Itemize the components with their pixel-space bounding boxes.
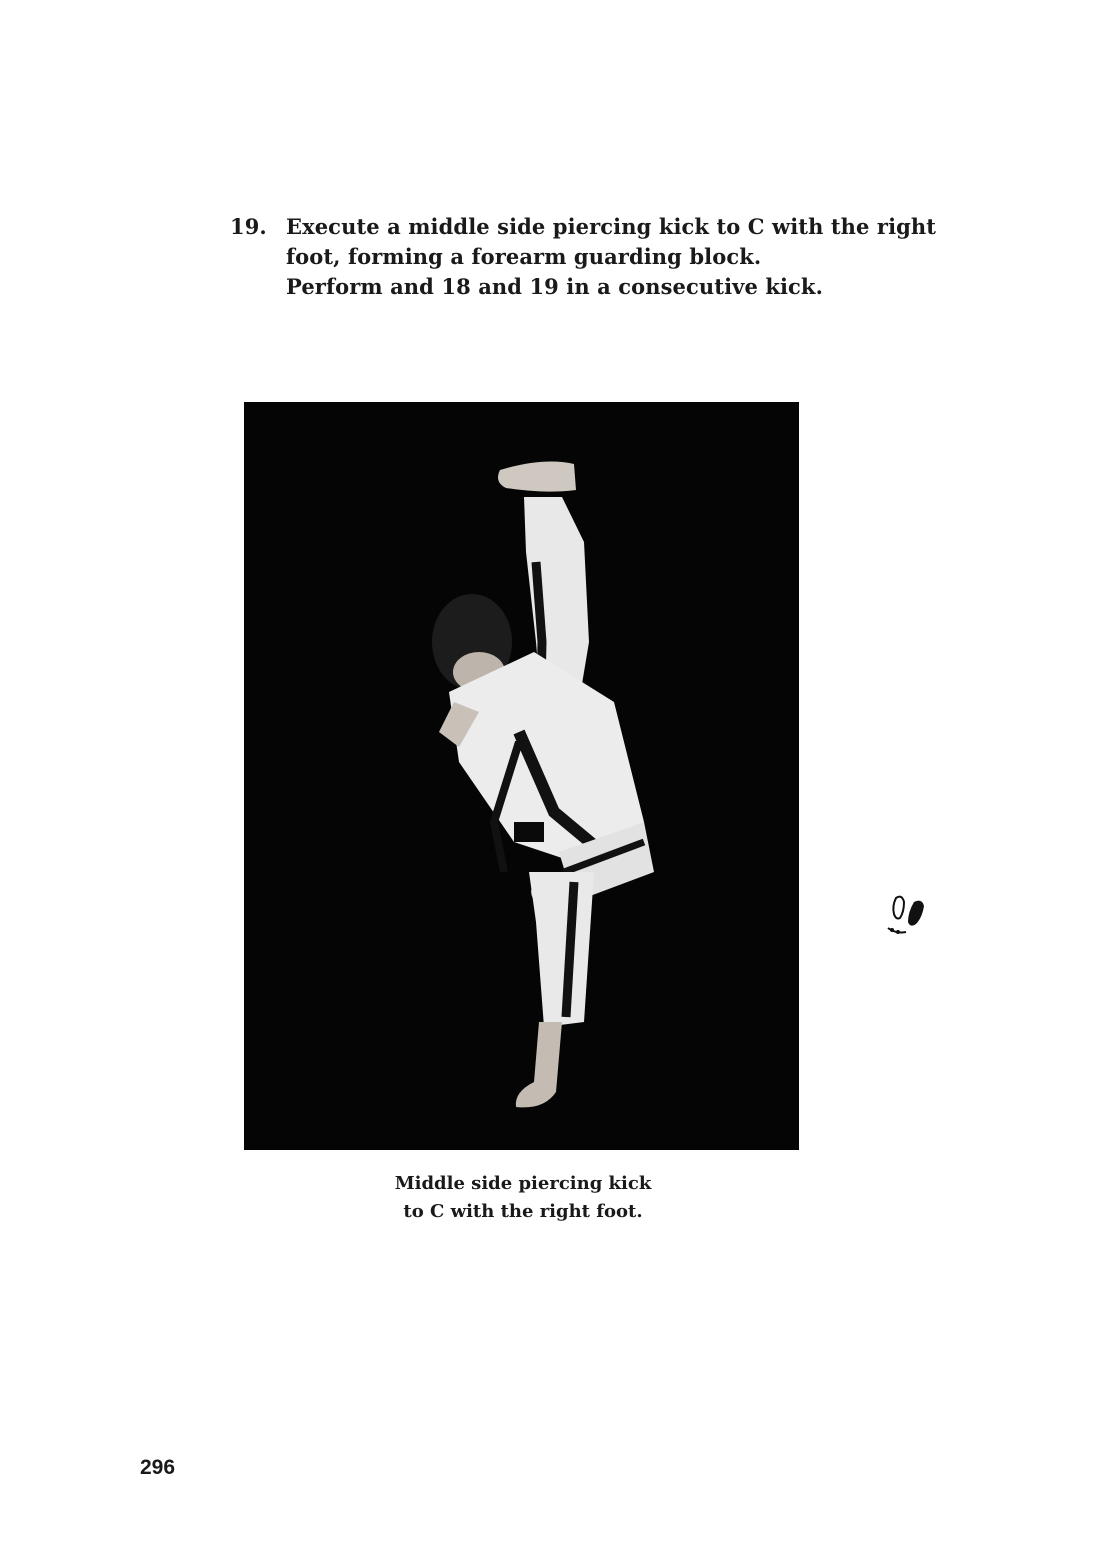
page-number: 296 <box>140 1456 176 1479</box>
photo-caption <box>300 1170 746 1226</box>
footprint-diagram-icon <box>884 890 932 938</box>
instruction-line: Perform and 18 and 19 in a consecutive kick. <box>286 274 823 299</box>
step-number: 19. <box>230 214 267 239</box>
instruction-text <box>286 212 937 302</box>
caption-line: to C with the right foot. <box>403 1201 643 1222</box>
instruction-block <box>230 212 937 302</box>
caption-line: Middle side piercing kick <box>394 1173 652 1194</box>
instruction-line: foot, forming a forearm guarding block. <box>286 244 762 269</box>
martial-artist-photo <box>244 402 799 1150</box>
kick-figure-illustration <box>244 402 799 1150</box>
instruction-line: Execute a middle side piercing kick to C with the right <box>286 214 937 239</box>
